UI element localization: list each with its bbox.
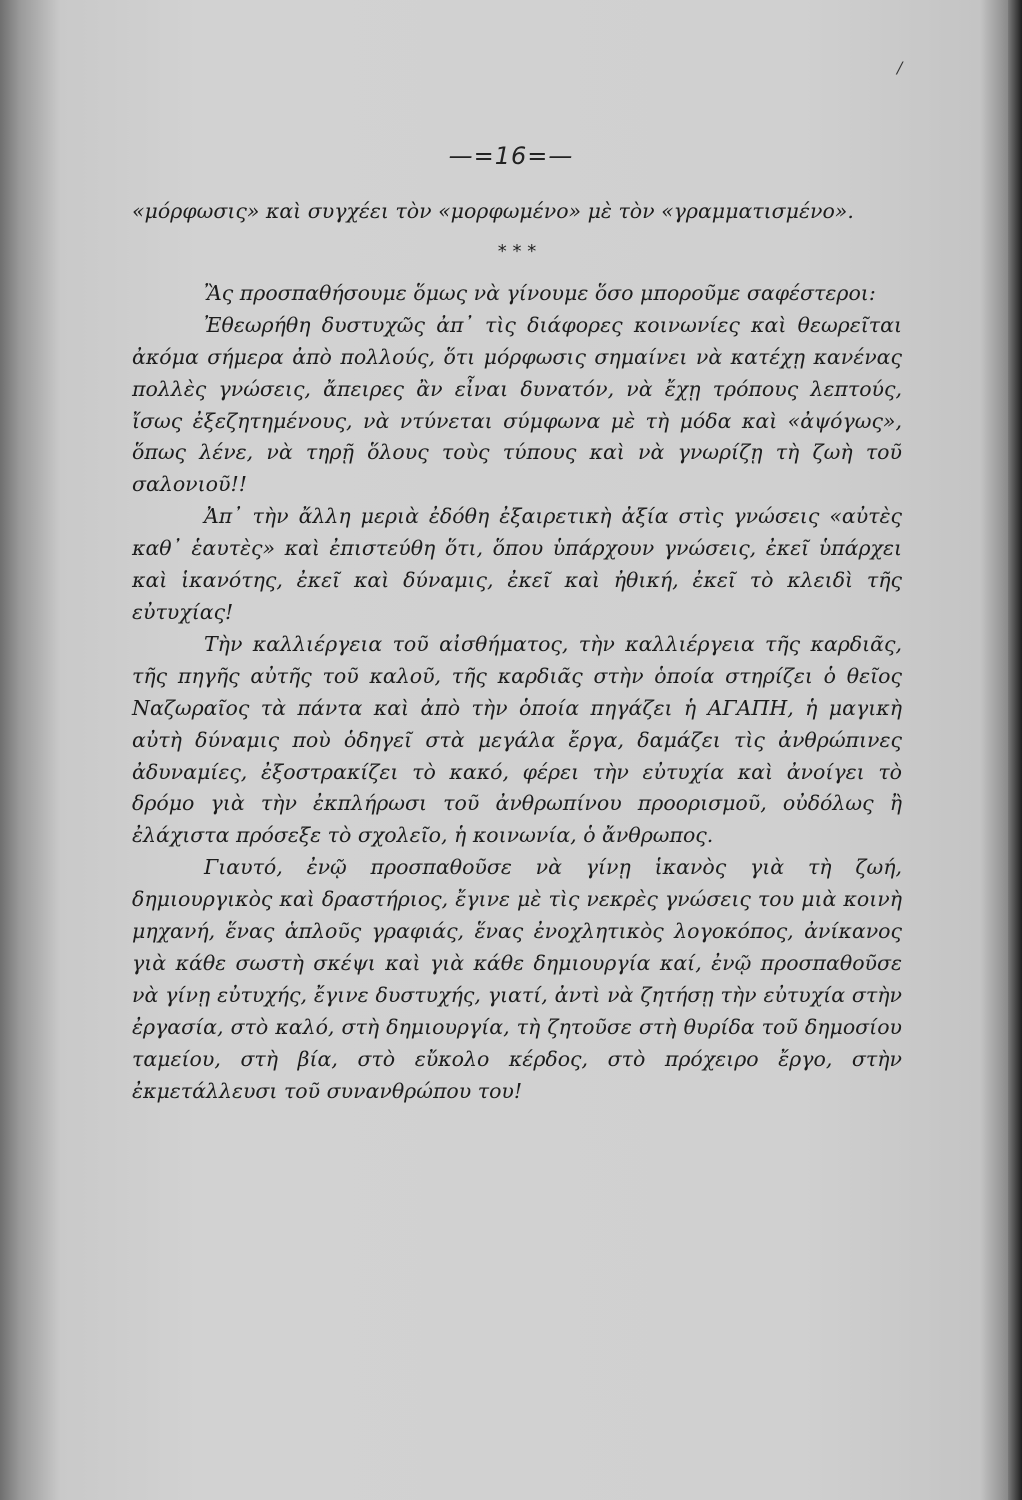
- page-body: [132, 140, 902, 1107]
- paragraph-3: Ἀπ᾽ τὴν ἄλλη μεριὰ ἐδόθη ἐξαιρετικὴ ἀξία στὶς γνώσεις «αὐτὲς καθ᾽ ἑαυτὲς» καὶ ἐπιστεύθη ὅτι, ὅπου ὑπάρχουν γνώσεις, ἐκεῖ ὑπάρχει καὶ ἱκανότης, ἐκεῖ καὶ δύναμις, ἐκεῖ καὶ ἠθική, ἐκεῖ τὸ κλειδὶ τῆς εὐτυχίας!: [132, 504, 902, 624]
- page-number: —=16=—: [448, 142, 574, 170]
- paragraph-1: Ἂς προσπαθήσουμε ὅμως νὰ γίνουμε ὅσο μποροῦμε σαφέστεροι:: [204, 280, 876, 305]
- page-edge-shadow: [1008, 0, 1022, 1500]
- paragraph-2: Ἐθεωρήθη δυστυχῶς ἀπ᾽ τὶς διάφορες κοινωνίες καὶ θεωρεῖται ἀκόμα σήμερα ἀπὸ πολλούς, ὅτι μόρφωσις σημαίνει νὰ κατέχῃ κανένας πολλὲς γνώσεις, ἄπειρες ἂν εἶναι δυνατόν, νὰ ἔχῃ τρόπους λεπτούς, ἴσως ἐξεζητημένους, νὰ ντύνεται σύμφωνα μὲ τὴ μόδα καὶ «ἀψόγως», ὅπως λένε, νὰ τηρῇ ὅλους τοὺς τύπους καὶ νὰ γνωρίζῃ τὴ ζωὴ τοῦ σαλονιοῦ!!: [132, 312, 902, 497]
- section-asterism: * * *: [497, 240, 537, 262]
- corner-pencil-mark: /: [897, 58, 903, 77]
- paragraph-4: Τὴν καλλιέργεια τοῦ αἰσθήματος, τὴν καλλιέργεια τῆς καρδιᾶς, τῆς πηγῆς αὐτῆς τοῦ καλοῦ, τῆς καρδιᾶς στὴν ὁποία στηρίζει ὁ θεῖος Ναζωραῖος τὰ πάντα καὶ ἀπὸ τὴν ὁποία πηγάζει ἡ ΑΓΑΠΗ, ἡ μαγικὴ αὐτὴ δύναμις ποὺ ὁδηγεῖ στὰ μεγάλα ἔργα, δαμάζει τὶς ἀνθρώπινες ἀδυναμίες, ἐξοστρακίζει τὸ κακό, φέρει τὴν εὐτυχία καὶ ἀνοίγει τὸ δρόμο γιὰ τὴν ἐκπλήρωσι τοῦ ἀνθρωπίνου προορισμοῦ, οὐδόλως ἢ ἐλάχιστα πρόσεξε τὸ σχολεῖο, ἡ κοινωνία, ὁ ἄνθρωπος.: [132, 631, 902, 848]
- paragraph-continuation: «μόρφωσις» καὶ συγχέει τὸν «μορφωμένο» μὲ τὸν «γραμματισμένο».: [132, 199, 854, 223]
- paragraph-5: Γιαυτό, ἐνῷ προσπαθοῦσε νὰ γίνῃ ἱκανὸς γιὰ τὴ ζωή, δημιουργικὸς καὶ δραστήριος, ἔγινε μὲ τὶς νεκρὲς γνώσεις του μιὰ κοινὴ μηχανή, ἕνας ἁπλοῦς γραφιάς, ἕνας ἐνοχλητικὸς λογοκόπος, ἀνίκανος γιὰ κάθε σωστὴ σκέψι καὶ γιὰ κάθε δημιουργία καί, ἐνῷ προσπαθοῦσε νὰ γίνῃ εὐτυχής, ἔγινε δυστυχής, γιατί, ἀντὶ νὰ ζητήσῃ τὴν εὐτυχία στὴν ἐργασία, στὸ καλό, στὴ δημιουργία, τὴ ζητοῦσε στὴ θυρίδα τοῦ δημοσίου ταμείου, στὴ βία, στὸ εὔκολο κέρδος, στὸ πρόχειρο ἔργο, στὴν ἐκμετάλλευσι τοῦ συνανθρώπου του!: [132, 855, 902, 1103]
